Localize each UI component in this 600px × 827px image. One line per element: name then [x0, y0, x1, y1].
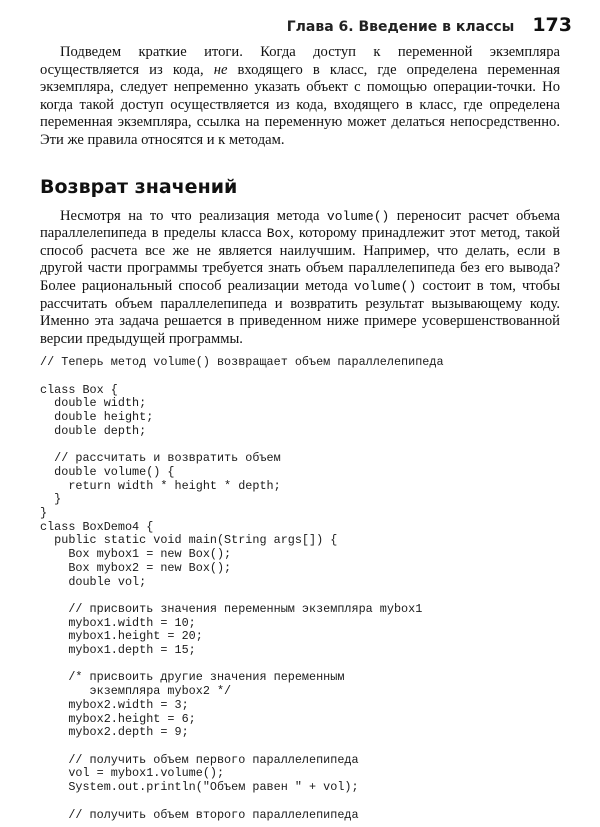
emphasis-not: не: [213, 61, 228, 78]
page-body: [40, 44, 560, 822]
page-number: 173: [532, 14, 572, 36]
code-listing: // Теперь метод volume() возвращает объем параллелепипеда class Box { double width; double height; double depth; // рассчитать и возвратить объем double volume() { return width * height * depth; } } class BoxDemo4 { public static void main(String args[]) { Box mybox1 = new Box(); Box mybox2 = new Box(); double vol; // присвоить значения переменным экземпляра mybox1 mybox1.width = 10; mybox1.height = 20; mybox1.depth = 15; /* присвоить другие значения переменным экземпляра mybox2 */ mybox2.width = 3; mybox2.height = 6; mybox2.depth = 9; // получить объем первого параллелепипеда vol = mybox1.volume(); System.out.println("Объем равен " + vol); // получить объем второго параллелепипеда: [40, 355, 444, 822]
inline-code-volume-2: volume(): [353, 278, 417, 294]
inline-code-volume-1: volume(): [326, 208, 390, 224]
running-header: [40, 14, 572, 36]
intro-text-3: , которому принадлежит этот метод, такой способ расчета все же не является наилучшим. Например, что делать, если в другой части программы требуется знать объем параллелепипеда без его вывода? Более рациональный способ реализации метода: [40, 225, 560, 294]
intro-text-4: состоит в том, чтобы рассчитать объем параллелепипеда и возвратить результат вызывающему коду. Именно эта задача решается в приведенном ниже примере усовершенствованной версии предыдущей программы.: [40, 277, 561, 347]
chapter-title: Глава 6. Введение в классы: [286, 19, 515, 35]
inline-code-box: Box: [266, 226, 291, 242]
intro-text-2: переносит расчет объема параллелепипеда в пределы класса: [40, 207, 561, 242]
intro-text-1: Несмотря на то что реализация метода: [60, 207, 320, 224]
summary-text-2: входящего в класс, где определена переменная экземпляра, следует непременно указать объект с помощью операции-точки. Но когда такой доступ осуществляется из кода, входящего в класс, где определена переменная экземпляра, ссылка на переменную может делаться непосредственно. Эти же правила относятся и к методам.: [40, 61, 560, 148]
section-heading: Возврат значений: [40, 175, 238, 198]
intro-paragraph: [40, 208, 560, 349]
summary-text-1: Подведем краткие итоги. Когда доступ к переменной экземпляра осуществляется из кода,: [40, 44, 560, 78]
summary-paragraph: [40, 44, 560, 150]
